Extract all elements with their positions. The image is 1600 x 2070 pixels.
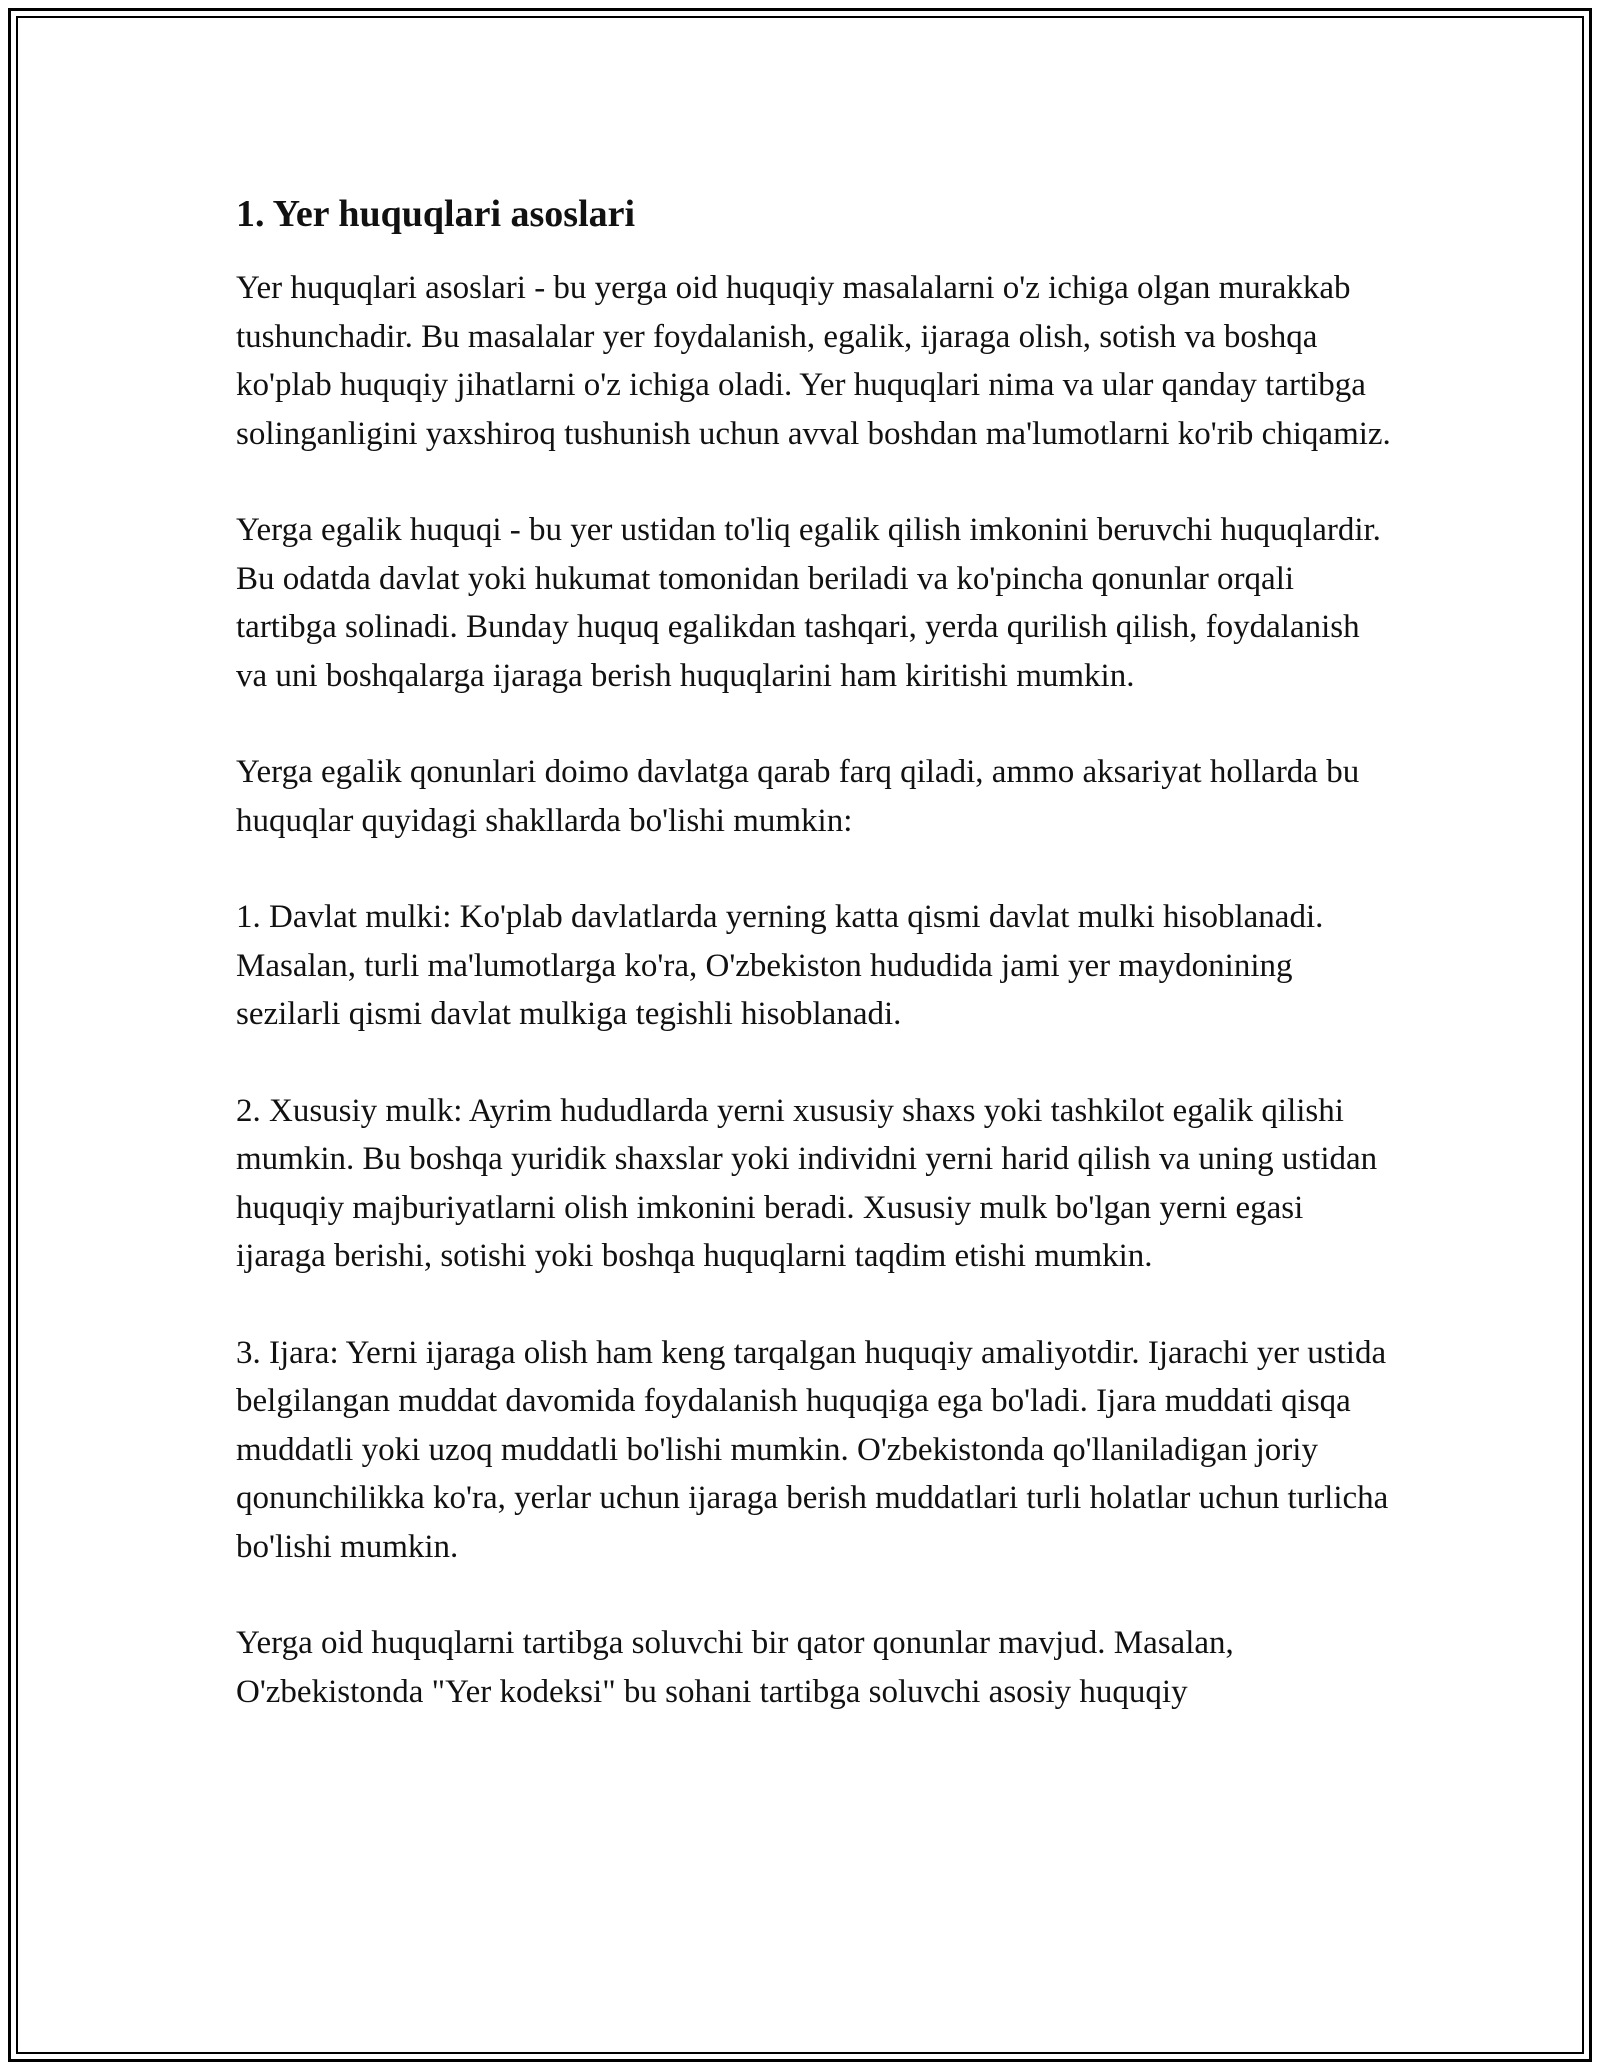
paragraph-lease: 3. Ijara: Yerni ijaraga olish ham keng tarqalgan huquqiy amaliyotdir. Ijarachi yer ustida belgilangan muddat davomida foydalanish huquqiga ega bo'ladi. Ijara muddati qisqa muddatli yoki uzoq muddatli bo'lishi mumkin. O'zbekistonda qo'llaniladigan joriy qonunchilikka ko'ra, yerlar uchun ijaraga berish muddatlari turli holatlar uchun turlicha bo'lishi mumkin. <box>236 1334 1389 1565</box>
paragraph-ownership-laws: Yerga egalik qonunlari doimo davlatga qarab farq qiladi, ammo aksariyat hollarda bu huquqlar quyidagi shakllarda bo'lishi mumkin: <box>236 754 1360 839</box>
document-body <box>236 190 1396 1764</box>
paragraph-state-property: 1. Davlat mulki: Ko'plab davlatlarda yerning katta qismi davlat mulki hisoblanadi. Masalan, turli ma'lumotlarga ko'ra, O'zbekiston hududida jami yer maydonining sezilarli qismi davlat mulkiga tegishli hisoblanadi. <box>236 899 1324 1032</box>
paragraph-private-property: 2. Xususiy mulk: Ayrim hududlarda yerni xususiy shaxs yoki tashkilot egalik qilishi mumkin. Bu boshqa yuridik shaxslar yoki individni yerni harid qilish va uning ustidan huquqiy majburiyatlarni olish imkonini beradi. Xususiy mulk bo'lgan yerni egasi ijaraga berishi, sotishi yoki boshqa huquqlarni taqdim etishi mumkin. <box>236 1092 1378 1274</box>
paragraph-land-code: Yerga oid huquqlarni tartibga soluvchi bir qator qonunlar mavjud. Masalan, O'zbekistonda "Yer kodeksi" bu sohani tartibga soluvchi asosiy huquqiy <box>236 1625 1234 1710</box>
paragraph-ownership-right: Yerga egalik huquqi - bu yer ustidan to'liq egalik qilish imkonini beruvchi huquqlardir. Bu odatda davlat yoki hukumat tomonidan beriladi va ko'pincha qonunlar orqali tartibga solinadi. Bunday huquq egalikdan tashqari, yerda qurilish qilish, foydalanish va uni boshqalarga ijaraga berish huquqlarini ham kiritishi mumkin. <box>236 512 1381 694</box>
paragraph-intro: Yer huquqlari asoslari - bu yerga oid huquqiy masalalarni o'z ichiga olgan murakkab tushunchadir. Bu masalalar yer foydalanish, egalik, ijaraga olish, sotish va boshqa ko'plab huquqiy jihatlarni o'z ichiga oladi. Yer huquqlari nima va ular qanday tartibga solinganligini yaxshiroq tushunish uchun avval boshdan ma'lumotlarni ko'rib chiqamiz. <box>236 270 1391 452</box>
section-heading: 1. Yer huquqlari asoslari <box>236 193 636 235</box>
